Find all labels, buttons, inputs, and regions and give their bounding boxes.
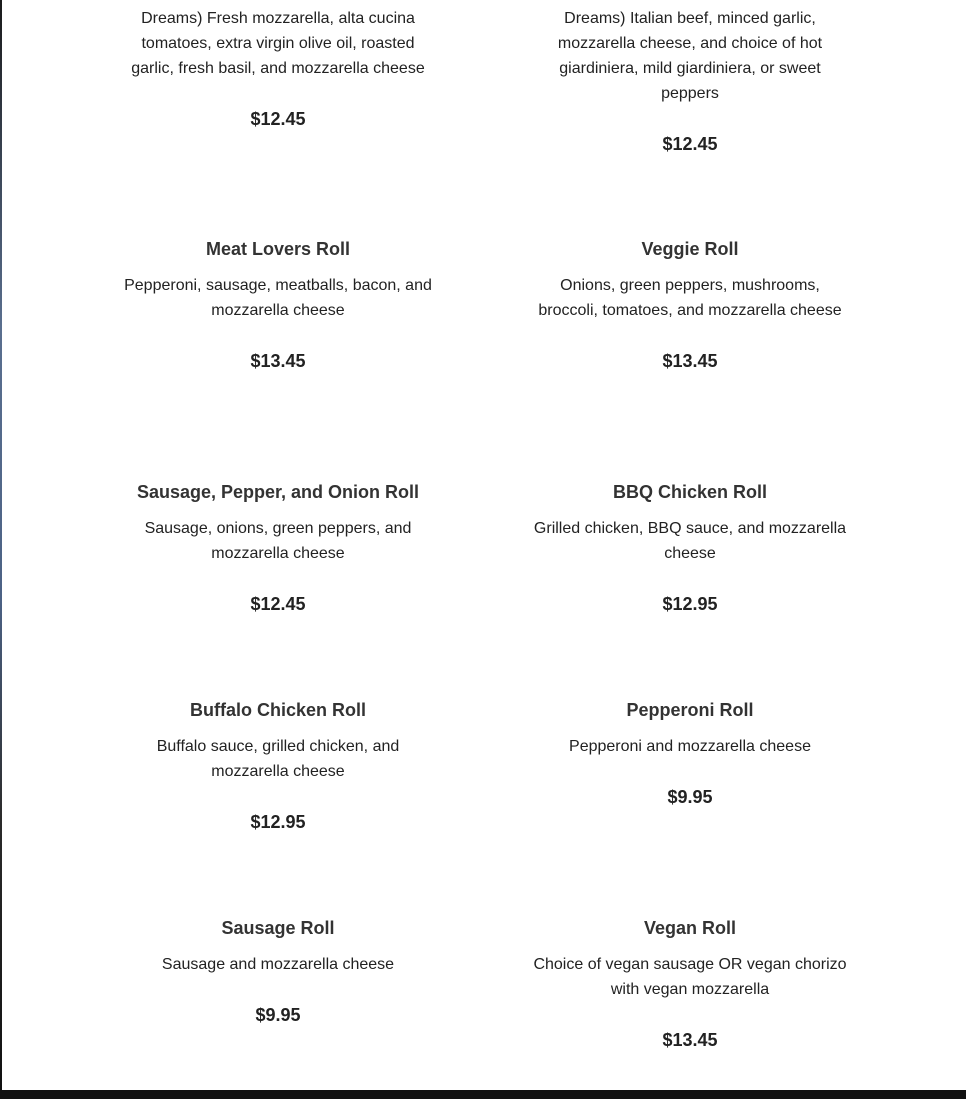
item-description: Dreams) Fresh mozzarella, alta cucina tomatoes, extra virgin olive oil, roasted garlic, fresh basil, and mozzarella cheese <box>131 10 425 77</box>
item-name: Buffalo Chicken Roll <box>189 700 366 720</box>
menu-item-bbq-chicken-roll <box>530 480 850 616</box>
item-description: Buffalo sauce, grilled chicken, and mozzarella cheese <box>156 738 400 780</box>
item-price: $12.95 <box>662 594 718 614</box>
menu-item-pepperoni-roll <box>530 698 850 809</box>
item-description: Dreams) Italian beef, minced garlic, mozzarella cheese, and choice of hot giardiniera, mild giardiniera, or sweet peppers <box>557 10 823 102</box>
menu-item-buffalo-chicken-roll <box>118 698 438 834</box>
menu-item-meat-lovers-roll <box>118 237 438 373</box>
item-price: $13.45 <box>662 351 718 371</box>
item-name: Sausage Roll <box>221 918 335 938</box>
item-price: $12.95 <box>250 812 306 832</box>
menu-item-vegan-roll <box>530 916 850 1052</box>
item-name: Meat Lovers Roll <box>205 239 351 259</box>
menu-item-partial-left <box>118 6 438 131</box>
item-description: Sausage, onions, green peppers, and mozzarella cheese <box>144 520 412 562</box>
menu-item-sausage-pepper-onion-roll <box>118 480 438 616</box>
item-name: Sausage, Pepper, and Onion Roll <box>136 482 420 502</box>
item-price: $12.45 <box>662 134 718 154</box>
item-price: $13.45 <box>662 1030 718 1050</box>
item-description: Choice of vegan sausage OR vegan chorizo with vegan mozzarella <box>533 956 847 998</box>
bottom-bar <box>0 1090 966 1099</box>
item-price: $12.45 <box>250 594 306 614</box>
item-price: $13.45 <box>250 351 306 371</box>
item-name: BBQ Chicken Roll <box>612 482 768 502</box>
item-name: Veggie Roll <box>641 239 739 259</box>
menu-item-sausage-roll <box>118 916 438 1027</box>
item-description: Onions, green peppers, mushrooms, broccoli, tomatoes, and mozzarella cheese <box>538 277 842 319</box>
window-left-edge <box>0 0 2 1090</box>
item-description: Pepperoni, sausage, meatballs, bacon, and mozzarella cheese <box>124 277 432 319</box>
item-price: $9.95 <box>667 787 713 807</box>
item-name: Vegan Roll <box>643 918 737 938</box>
item-description: Grilled chicken, BBQ sauce, and mozzarella cheese <box>533 520 847 562</box>
item-name: Pepperoni Roll <box>626 700 754 720</box>
item-description: Pepperoni and mozzarella cheese <box>569 738 811 755</box>
item-price: $12.45 <box>250 109 306 129</box>
item-description: Sausage and mozzarella cheese <box>161 956 395 973</box>
item-price: $9.95 <box>255 1005 301 1025</box>
menu-item-partial-right <box>530 6 850 156</box>
menu-item-veggie-roll <box>530 237 850 373</box>
